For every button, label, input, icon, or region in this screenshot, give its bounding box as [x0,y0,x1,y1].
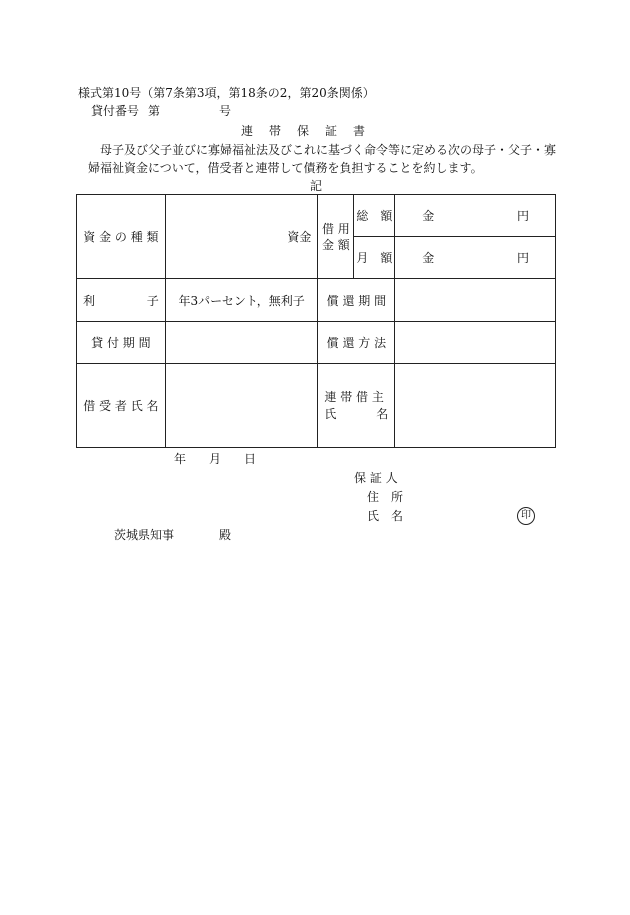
guarantor-name-label: 氏 名 [367,509,404,523]
loan-number-prefix: 第 [148,104,161,118]
monthly-label: 月 額 [356,251,393,265]
joint-borrower-label-1: 連 帯 借 主 [324,389,384,404]
repayment-period-value-cell[interactable] [395,279,556,322]
fund-type-label: 資 金 の 種 類 [83,230,159,244]
date-day: 日 [244,452,257,466]
addressee-honorific: 殿 [219,528,232,542]
interest-label-a: 利 [83,293,96,308]
form-number: 様式第10号（第7条第3項，第18条の2，第20条関係） [78,86,375,100]
total-label-cell [354,195,395,237]
loan-amount-label-cell [318,195,354,279]
interest-value: 年3パーセント，無利子 [178,293,305,308]
guarantee-table [76,194,556,448]
interest-label-b: 子 [146,293,159,308]
joint-borrower-value-cell[interactable] [395,364,556,448]
repayment-method-label-cell [318,322,395,364]
total-unit: 円 [516,209,529,223]
repayment-method-label: 償 還 方 法 [326,336,387,350]
monthly-unit: 円 [516,251,529,265]
loan-number-suffix: 号 [219,104,232,118]
ki-label: 記 [310,179,323,193]
loan-period-value-cell[interactable] [165,322,318,364]
loan-period-label: 貸 付 期 間 [91,336,151,350]
repayment-period-label-cell [318,279,395,322]
addressee-name: 茨城県知事 [114,528,175,542]
fund-type-value-cell[interactable] [165,195,318,279]
monthly-value-cell[interactable] [395,237,556,279]
body-text-line-1: 母子及び父子並びに寡婦福祉法及びこれに基づく命令等に定める次の母子・父子・寡 [100,143,557,157]
body-text-line-2: 婦福祉資金について，借受者と連帯して債務を負担することを約します。 [88,161,483,175]
loan-number-label: 貸付番号 [91,104,140,118]
loan-amount-label-1: 借 用 [321,221,350,236]
date-month: 月 [209,452,222,466]
borrower-name-value-cell[interactable] [165,364,318,448]
total-label: 総 額 [356,209,393,223]
borrower-name-label: 借 受 者 氏 名 [83,399,159,413]
joint-borrower-label-2a: 氏 [324,406,337,421]
loan-period-label-cell [77,322,166,364]
monthly-label-cell [354,237,395,279]
fund-suffix: 資金 [287,230,312,244]
seal-icon: 印 [517,507,535,525]
guarantor-label: 保 証 人 [354,471,398,485]
total-currency: 金 [422,209,435,223]
joint-borrower-label-2b: 名 [376,406,389,421]
fund-type-label-cell [77,195,166,279]
guarantor-address-label: 住 所 [367,490,404,504]
loan-amount-label-2: 金 額 [321,237,350,252]
total-value-cell[interactable] [395,195,556,237]
date-year: 年 [174,452,187,466]
monthly-currency: 金 [422,251,435,265]
interest-label-cell [77,279,166,322]
borrower-name-label-cell [77,364,166,448]
page-title: 連 帯 保 証 書 [241,124,368,138]
repayment-period-label: 償 還 期 間 [326,293,387,308]
joint-borrower-label-cell [318,364,395,448]
interest-value-cell [165,279,318,322]
repayment-method-value-cell[interactable] [395,322,556,364]
